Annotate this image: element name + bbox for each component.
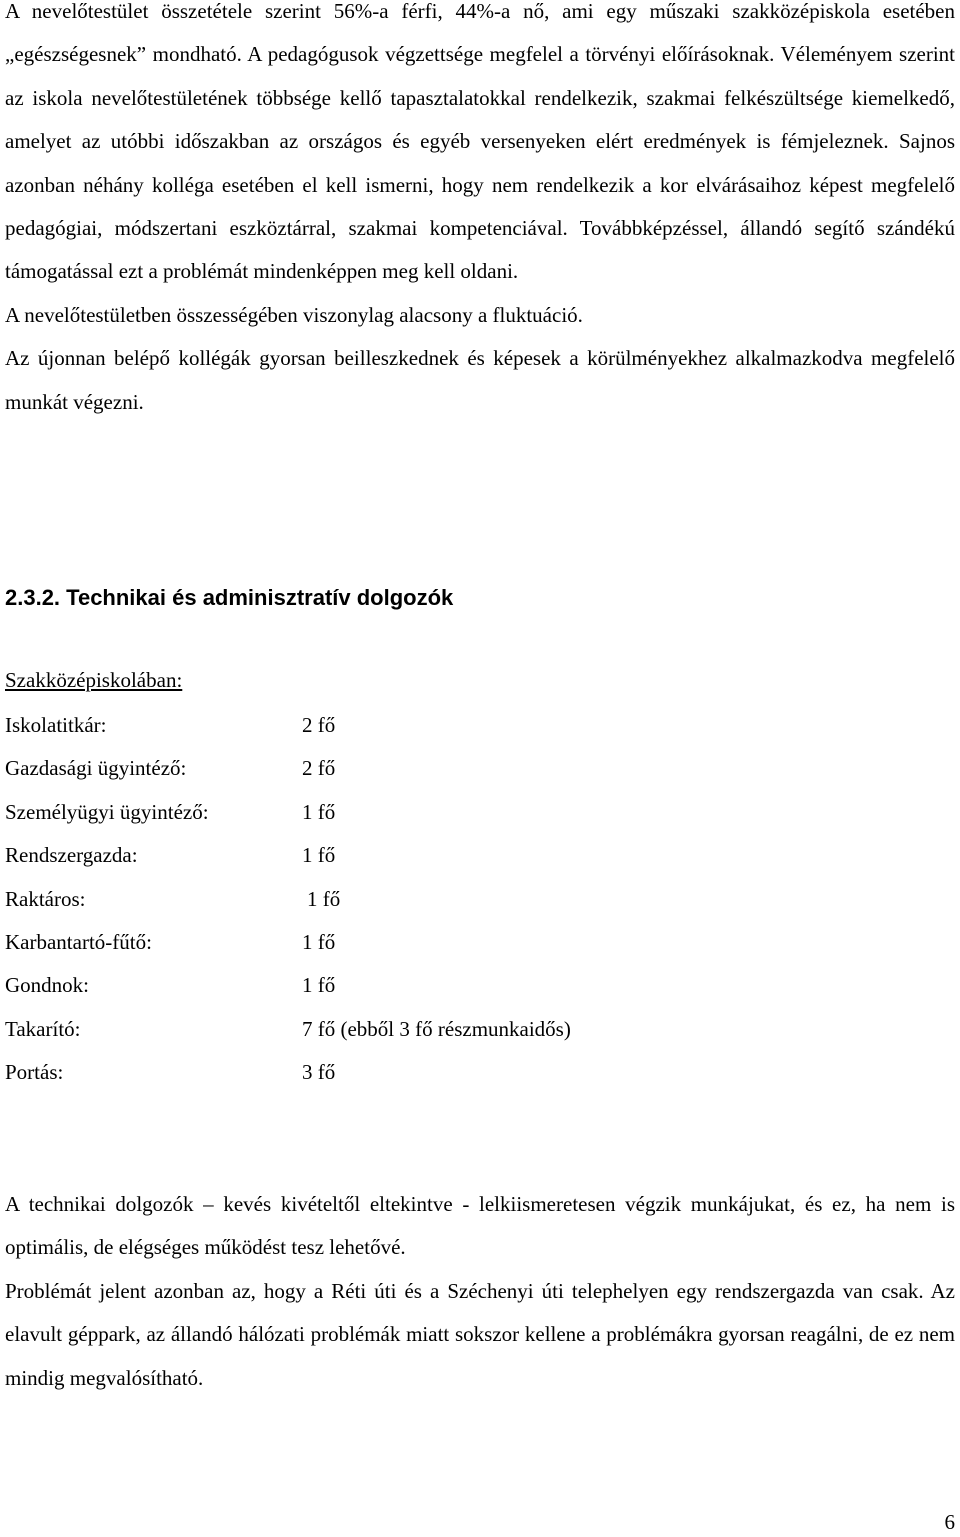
staff-list: [5, 704, 905, 1095]
staff-row: [5, 964, 905, 1007]
staff-count: 1 fő: [302, 843, 336, 868]
intro-paragraph: A nevelőtestület összetétele szerint 56%-a férfi, 44%-a nő, ami egy műszaki szakközépiskola esetében „egészségesnek” mondható. A pedagógusok végzettsége megfelel a törvényi előírásoknak. Véleményem szerint az iskola nevelőtestületének többsége kellő tapasztalatokkal rendelkezik, szakmai felkészültsége kiemelkedő, amelyet az utóbbi időszakban az országos és egyéb versenyeken elért eredmények is fémjeleznek. Sajnos azonban néhány kolléga esetében el kell ismerni, hogy nem rendelkezik a kor elvárásaihoz képest megfelelő pedagógiai, módszertani eszköztárral, szakmai kompetenciával. Továbbképzéssel, állandó segítő szándékú támogatással ezt a problémát mindenképpen meg kell oldani.: [5, 0, 955, 284]
staff-row: [5, 921, 905, 964]
staff-count: 1 fő: [307, 886, 341, 911]
staff-role: Karbantartó-fűtő:: [5, 929, 152, 954]
staff-count: 2 fő: [302, 756, 336, 781]
staff-count: 1 fő: [302, 799, 336, 824]
document-page: [5, 0, 955, 424]
sysadmin-problem-paragraph: Problémát jelent azonban az, hogy a Réti úti és a Széchenyi úti telephelyen egy rendszergazda van csak. Az elavult géppark, az állandó hálózati problémák miatt sokszor kellene a problémákra gyorsan reagálni, de ez nem mindig megvalósítható.: [5, 1278, 955, 1390]
staff-role: Raktáros:: [5, 886, 86, 911]
staff-role: Portás:: [5, 1060, 64, 1085]
staff-count: 3 fő: [302, 1060, 336, 1085]
closing-section: [5, 1183, 955, 1400]
staff-role: Rendszergazda:: [5, 843, 138, 868]
new-colleagues-paragraph: Az újonnan belépő kollégák gyorsan beilleszkednek és képesek a körülményekhez alkalmazkodva megfelelő munkát végezni.: [5, 346, 955, 414]
staff-row: [5, 791, 905, 834]
staff-count: 1 fő: [302, 929, 336, 954]
staff-count: 2 fő: [302, 713, 336, 737]
staff-row: [5, 878, 905, 921]
staff-row: [5, 704, 905, 747]
staff-role: Gazdasági ügyintéző:: [5, 756, 187, 781]
staff-role: Iskolatitkár:: [5, 713, 107, 737]
section-heading: 2.3.2. Technikai és adminisztratív dolgozók: [5, 585, 454, 610]
staff-row: [5, 1008, 905, 1051]
staff-role: Személyügyi ügyintéző:: [5, 799, 209, 824]
staff-count: 7 fő (ebből 3 fő részmunkaidős): [302, 1016, 571, 1041]
section-subheading: Szakközépiskolában:: [5, 668, 183, 692]
staff-row: [5, 834, 905, 877]
technical-staff-paragraph: A technikai dolgozók – kevés kivételtől eltekintve - lelkiismeretesen végzik munkájukat, és ez, ha nem is optimális, de elégséges működést tesz lehetővé.: [5, 1192, 955, 1260]
page-number: 6: [944, 1510, 955, 1534]
staff-role: Gondnok:: [5, 973, 89, 998]
staff-row: [5, 1051, 905, 1094]
staff-role: Takarító:: [5, 1016, 81, 1041]
staff-count: 1 fő: [302, 973, 336, 998]
fluctuation-paragraph: A nevelőtestületben összességében viszonylag alacsony a fluktuáció.: [5, 302, 583, 327]
staff-row: [5, 747, 905, 790]
